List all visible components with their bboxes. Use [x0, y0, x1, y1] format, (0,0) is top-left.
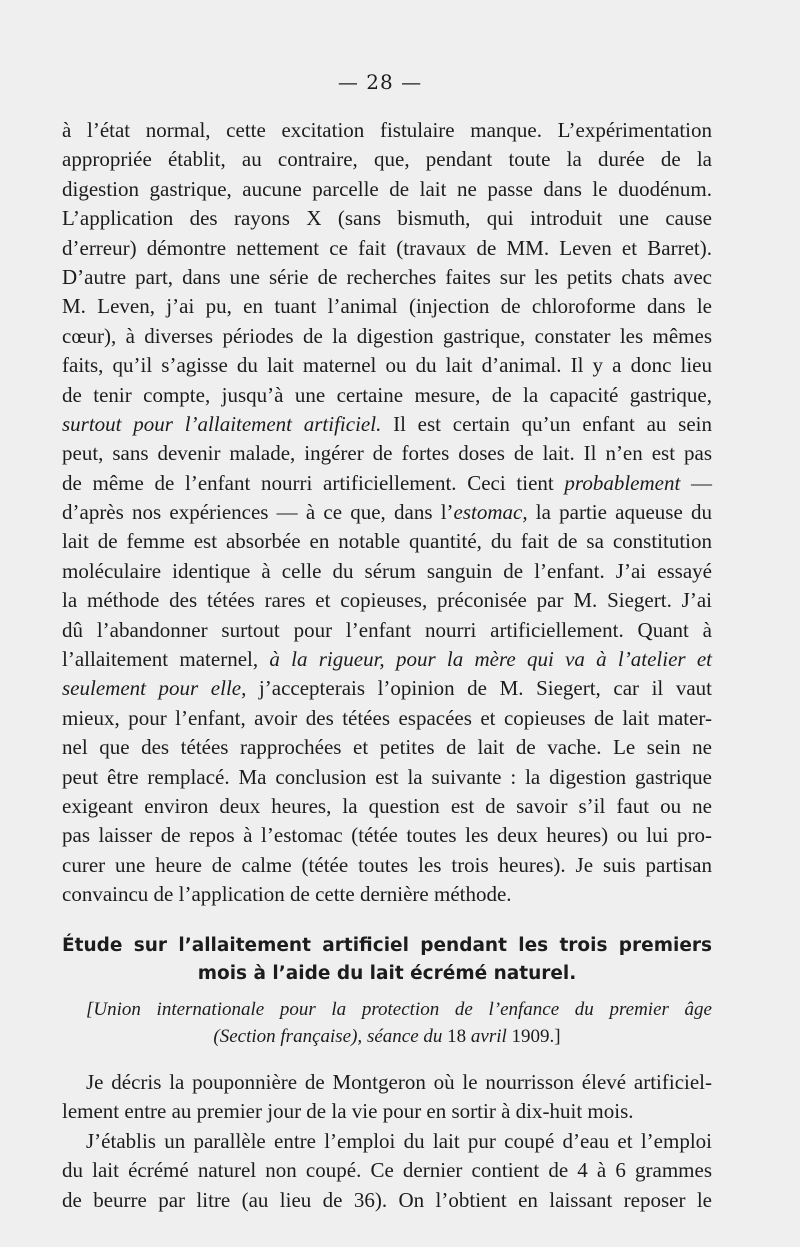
text-line: pas laisser de repos à l’estomac (tétée toutes les deux heures) ou lui pro-	[62, 823, 712, 848]
text-line: mieux, pour l’enfant, avoir des tétées espacées et copieuses de lait mater-	[62, 705, 712, 730]
text-line: convaincu de l’application de cette dernière méthode.	[62, 882, 512, 907]
emphasis-text: estomac,	[453, 500, 528, 525]
text-line: à l’état normal, cette excitation fistulaire manque. L’expérimentation	[62, 118, 712, 142]
emphasis-text: seulement pour elle,	[62, 676, 247, 701]
text-line: lement entre au premier jour de la vie pour en sortir à dix-huit mois.	[62, 1099, 634, 1124]
page-number: — 28 —	[337, 70, 423, 94]
emphasis-text: à la rigueur, pour la mère qui va à l’atelier et	[269, 647, 713, 672]
text-line: D’autre part, dans une série de recherches faites sur les petits chats avec	[62, 264, 712, 289]
text-line: nel que des tétées rapprochées et petites de lait de vache. Le sein ne	[62, 735, 712, 760]
source-citation	[62, 996, 712, 1050]
text-line: de même de l’enfant nourri artificiellement. Ceci tient probablement —	[62, 470, 712, 495]
text-line: appropriée établit, au contraire, que, pendant toute la durée de la	[62, 147, 712, 172]
text-line: moléculaire identique à celle du sérum sanguin de l’enfant. J’ai essayé	[62, 558, 712, 583]
text-line: de tenir compte, jusqu’à une certaine mesure, de la capacité gastrique,	[62, 382, 712, 407]
text-line: seulement pour elle, j’accepterais l’opinion de M. Siegert, car il vaut	[62, 676, 712, 701]
emphasis-text: probablement	[564, 470, 681, 495]
text-line: de beurre par litre (au lieu de 36). On l’obtient en laissant reposer le	[62, 1187, 712, 1212]
text-line: faits, qu’il s’agisse du lait maternel ou du lait d’animal. Il y a donc lieu	[62, 353, 712, 378]
paragraph-body-after-heading	[62, 1068, 712, 1215]
text-line: J’établis un parallèle entre l’emploi du lait pur coupé d’eau et l’emploi	[86, 1128, 712, 1153]
text-line: cœur), à diverses périodes de la digestion gastrique, constater les mêmes	[62, 323, 712, 348]
paragraph-body	[62, 116, 712, 910]
text-line: curer une heure de calme (tétée toutes les trois heures). Je suis partisan	[62, 852, 712, 877]
heading-line: mois à l’aide du lait écrémé naturel.	[197, 963, 577, 984]
text-line: du lait écrémé naturel non coupé. Ce dernier contient de 4 à 6 grammes	[62, 1158, 712, 1183]
citation-line: (Section française), séance du 18 avril 1909.]	[213, 1026, 561, 1047]
section-heading	[62, 932, 712, 988]
text-line: d’erreur) démontre nettement ce fait (travaux de MM. Leven et Barret).	[62, 235, 712, 260]
heading-line: Étude sur l’allaitement artificiel pendant les trois premiers	[62, 935, 712, 956]
text-line: L’application des rayons X (sans bismuth, qui introduit une cause	[62, 206, 712, 231]
text-line: peut être remplacé. Ma conclusion est la suivante : la digestion gastrique	[62, 764, 712, 789]
citation-line: [Union internationale pour la protection de l’enfance du premier âge	[86, 999, 712, 1020]
text-line: Je décris la pouponnière de Montgeron où le nourrisson élevé artificiel-	[86, 1070, 712, 1094]
text-line: dû l’abandonner surtout pour l’enfant nourri artificiellement. Quant à	[62, 617, 712, 642]
text-line: surtout pour l’allaitement artificiel. Il est certain qu’un enfant au sein	[62, 411, 712, 436]
text-line: M. Leven, j’ai pu, en tuant l’animal (injection de chloroforme dans le	[62, 294, 712, 319]
text-line: lait de femme est absorbée en notable quantité, du fait de sa constitution	[62, 529, 712, 554]
emphasis-text: surtout pour l’allaitement artificiel.	[62, 411, 382, 436]
text-line: peut, sans devenir malade, ingérer de fortes doses de lait. Il n’en est pas	[62, 441, 712, 466]
text-line: exigeant environ deux heures, la question est de savoir s’il faut ou ne	[62, 793, 712, 818]
text-line: digestion gastrique, aucune parcelle de lait ne passe dans le duodénum.	[62, 176, 712, 201]
text-line: d’après nos expériences — à ce que, dans l’estomac, la partie aqueuse du	[62, 500, 712, 525]
text-line: l’allaitement maternel, à la rigueur, pour la mère qui va à l’atelier et	[62, 647, 713, 672]
text-line: la méthode des tétées rares et copieuses, préconisée par M. Siegert. J’ai	[62, 588, 712, 613]
